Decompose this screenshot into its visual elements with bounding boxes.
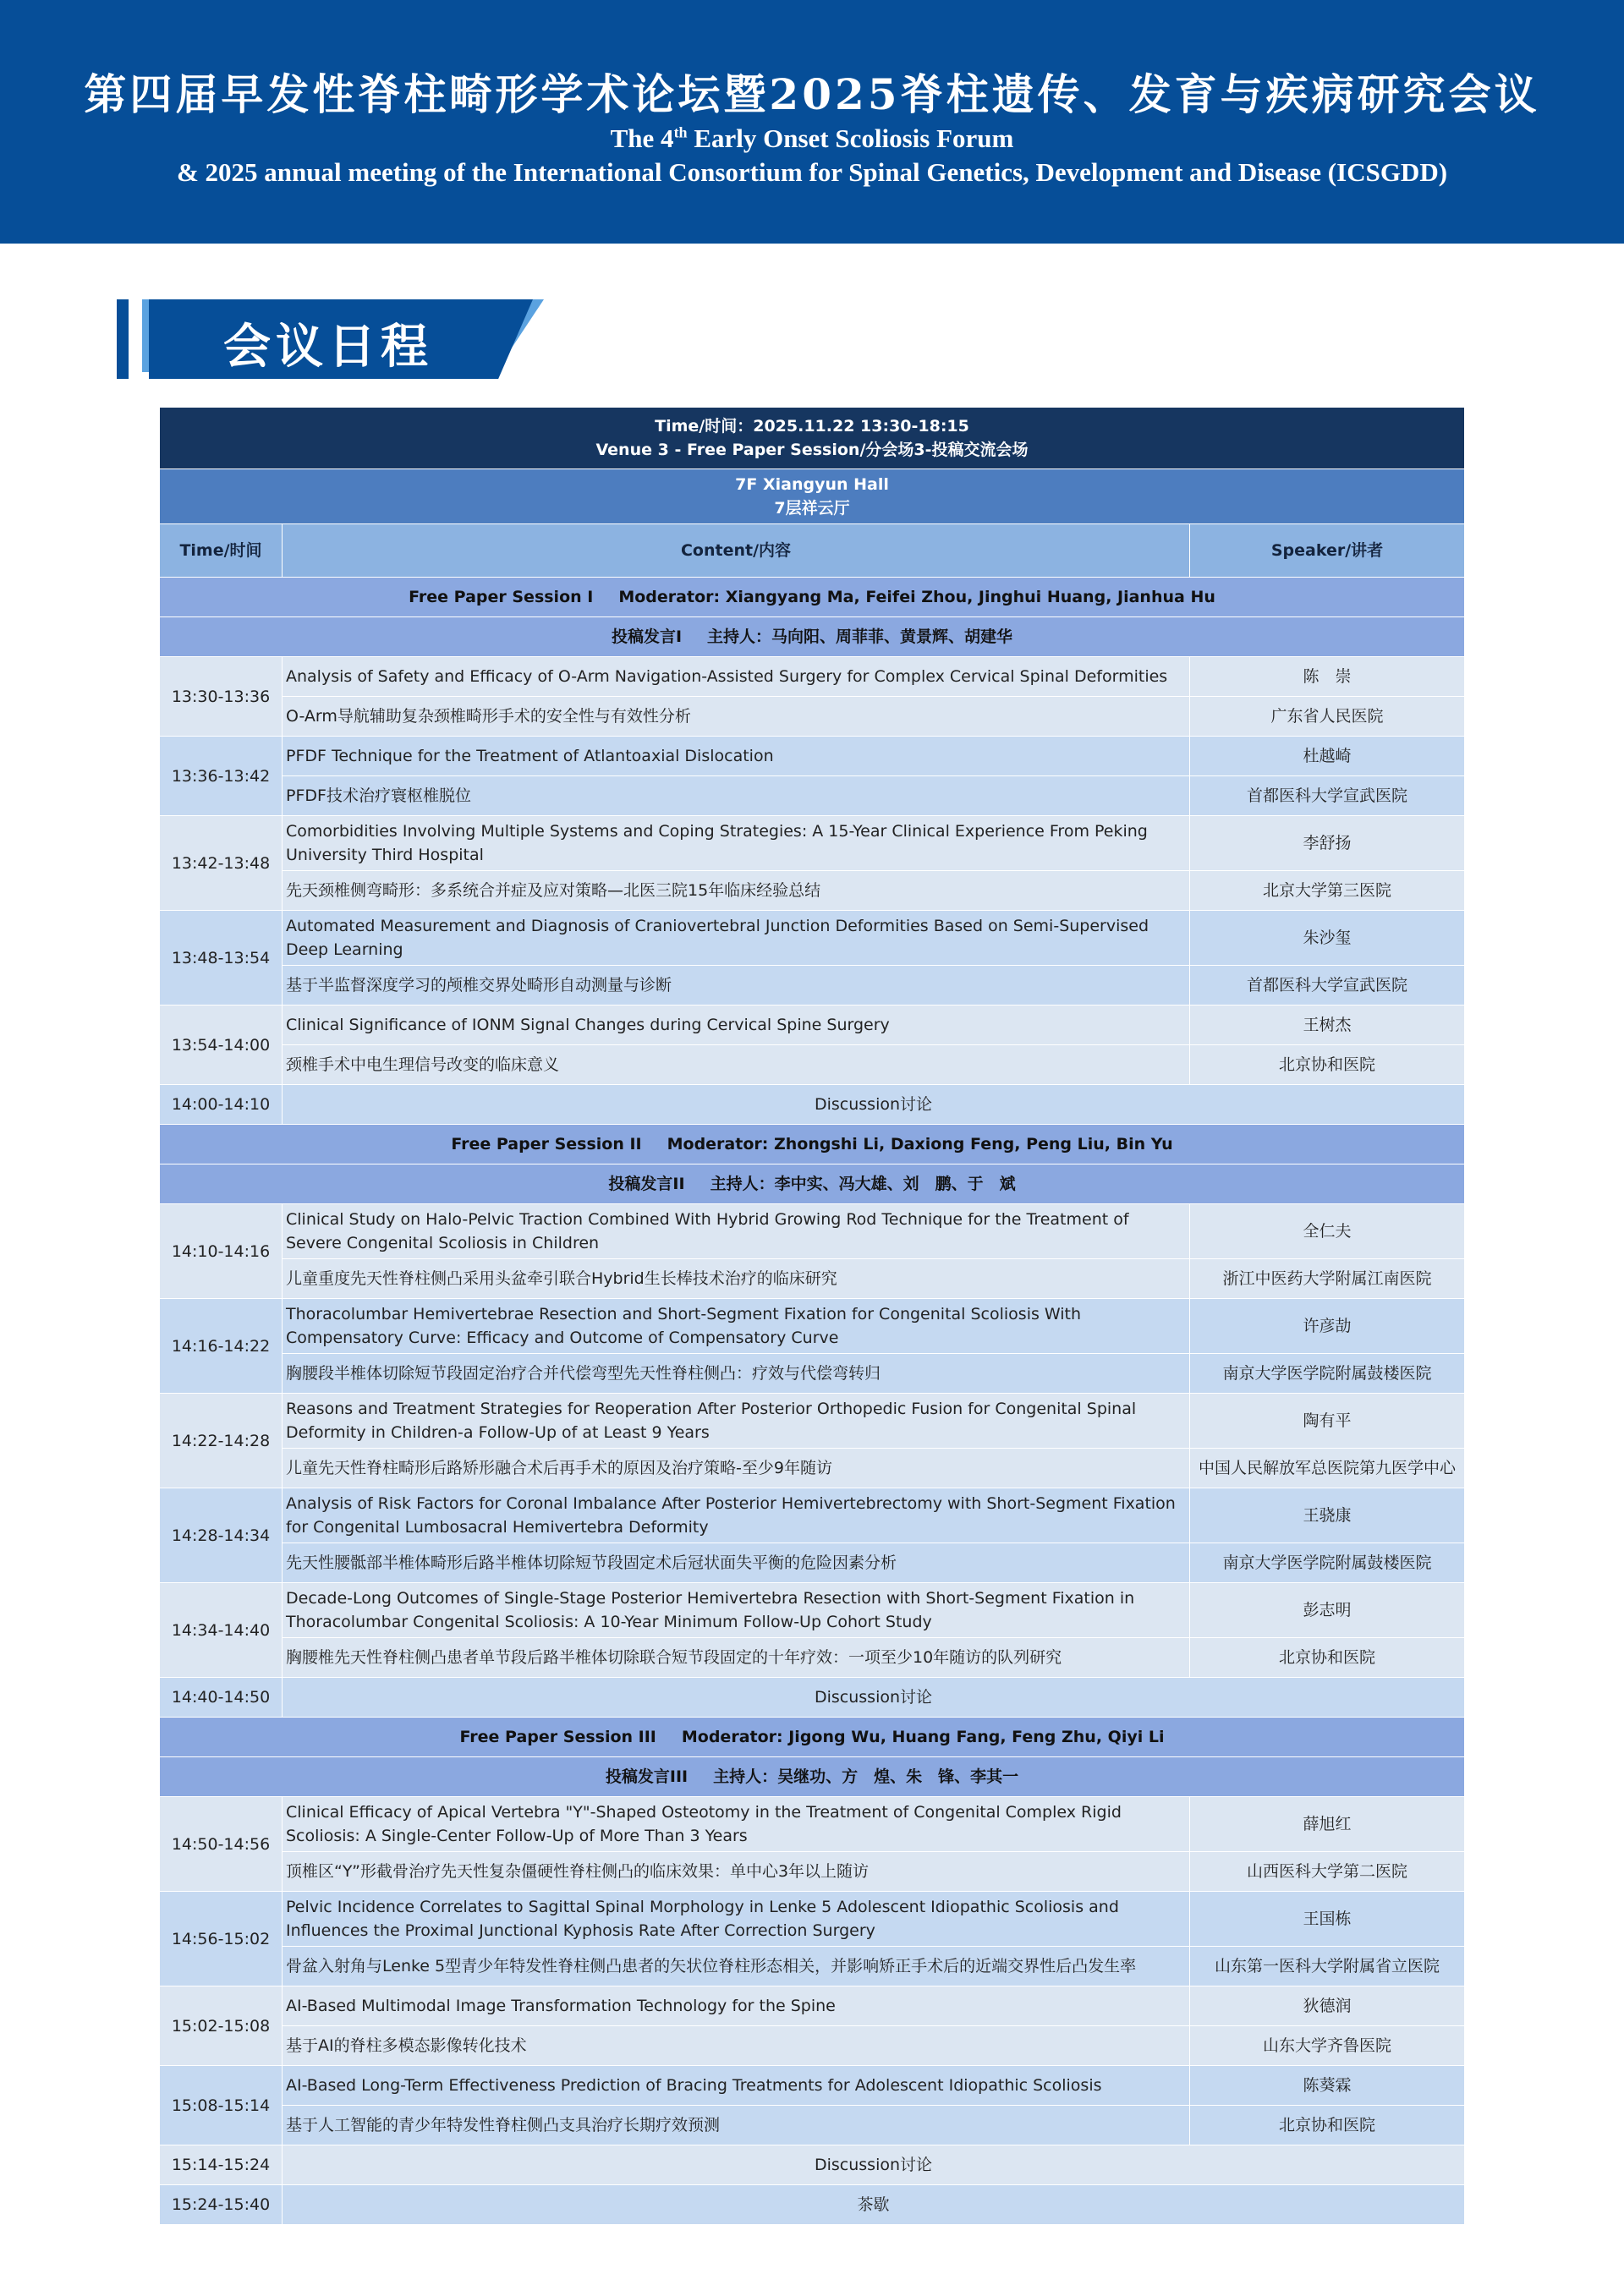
talk-title-en: PFDF Technique for the Treatment of Atlantoaxial Dislocation <box>283 737 1190 776</box>
talk-title-cn: 儿童重度先天性脊柱侧凸采用头盆牵引联合Hybrid生长棒技术治疗的临床研究 <box>283 1259 1190 1299</box>
session-header-cn <box>160 1164 1465 1204</box>
table-row <box>160 871 1465 911</box>
table-row <box>160 1045 1465 1085</box>
title-english-line2: & 2025 annual meeting of the International Consortium for Spinal Genetics, Development and Disease (ICSGDD) <box>176 157 1448 187</box>
session-header-cn-cell <box>160 617 1465 657</box>
discussion-row <box>160 2145 1465 2185</box>
discussion-time: 15:14-15:24 <box>160 2145 283 2185</box>
table-row <box>160 1892 1465 1947</box>
table-row <box>160 776 1465 816</box>
talk-hospital: 浙江中医药大学附属江南医院 <box>1190 1259 1465 1299</box>
title-english-line1: The 4th Early Onset Scoliosis Forum <box>610 123 1014 153</box>
talk-time: 13:48-13:54 <box>160 911 283 1006</box>
talk-time: 14:10-14:16 <box>160 1204 283 1299</box>
talk-speaker: 王国栋 <box>1190 1892 1465 1947</box>
table-time: Time/时间：2025.11.22 13:30-18:15 <box>655 417 969 436</box>
table-row <box>160 1449 1465 1488</box>
talk-title-en: AI-Based Long-Term Effectiveness Prediction of Bracing Treatments for Adolescent Idiopathic Scoliosis <box>283 2066 1190 2106</box>
session-header-cn <box>160 617 1465 657</box>
time-venue-cell <box>160 408 1465 469</box>
talk-hospital: 首都医科大学宣武医院 <box>1190 776 1465 816</box>
session-header-en-cell <box>160 578 1465 617</box>
table-row <box>160 1259 1465 1299</box>
talk-time: 13:54-14:00 <box>160 1006 283 1085</box>
discussion-time: 14:00-14:10 <box>160 1085 283 1125</box>
table-row <box>160 1986 1465 2026</box>
talk-speaker: 朱沙玺 <box>1190 911 1465 966</box>
session-moderator-en: Moderator: Xiangyang Ma, Feifei Zhou, Jinghui Huang, Jianhua Hu <box>618 588 1215 606</box>
table-row <box>160 1797 1465 1852</box>
session-header-en <box>160 1718 1465 1757</box>
session-title-cn: 投稿发言II <box>608 1175 685 1193</box>
table-row <box>160 1299 1465 1354</box>
talk-speaker: 许彦劼 <box>1190 1299 1465 1354</box>
banner-stripe <box>117 299 129 379</box>
talk-time: 14:34-14:40 <box>160 1583 283 1678</box>
table-row <box>160 1543 1465 1583</box>
talk-title-cn: O-Arm导航辅助复杂颈椎畸形手术的安全性与有效性分析 <box>283 697 1190 737</box>
talk-title-cn: 颈椎手术中电生理信号改变的临床意义 <box>283 1045 1190 1085</box>
talk-title-en: Analysis of Risk Factors for Coronal Imbalance After Posterior Hemivertebrectomy with Short-Segment Fixation for Congenital Lumbosacral Hemivertebra Deformity <box>283 1488 1190 1543</box>
discussion-label: Discussion讨论 <box>283 1085 1465 1125</box>
talk-time: 13:30-13:36 <box>160 657 283 737</box>
section-title-banner <box>117 299 544 379</box>
talk-title-en: Comorbidities Involving Multiple Systems and Coping Strategies: A 15-Year Clinical Experience From Peking University Third Hospital <box>283 816 1190 871</box>
talk-time: 14:56-15:02 <box>160 1892 283 1986</box>
talk-hospital: 北京协和医院 <box>1190 1045 1465 1085</box>
table-row <box>160 2066 1465 2106</box>
section-title: 会议日程 <box>223 320 433 375</box>
talk-title-en: Pelvic Incidence Correlates to Sagittal Spinal Morphology in Lenke 5 Adolescent Idiopathic Scoliosis and Influences the Proximal Junctional Kyphosis Rate After Correction Surgery <box>283 1892 1190 1947</box>
table-row <box>160 911 1465 966</box>
talk-title-cn: 基于半监督深度学习的颅椎交界处畸形自动测量与诊断 <box>283 966 1190 1006</box>
talk-speaker: 王树杰 <box>1190 1006 1465 1045</box>
discussion-row <box>160 1085 1465 1125</box>
hall-cell <box>160 469 1465 524</box>
table-row <box>160 1394 1465 1449</box>
session-header-cn-cell <box>160 1164 1465 1204</box>
table-venue: Venue 3 - Free Paper Session/分会场3-投稿交流会场 <box>595 441 1029 459</box>
session-moderator-cn: 主持人：马向阳、周菲菲、黄景辉、胡建华 <box>707 627 1013 646</box>
session-header-en-cell <box>160 1718 1465 1757</box>
table-row <box>160 816 1465 871</box>
talk-title-en: Analysis of Safety and Efficacy of O-Arm Navigation-Assisted Surgery for Complex Cervical Spinal Deformities <box>283 657 1190 697</box>
talk-time: 14:28-14:34 <box>160 1488 283 1583</box>
talk-title-cn: 胸腰椎先天性脊柱侧凸患者单节段后路半椎体切除联合短节段固定的十年疗效：一项至少10年随访的队列研究 <box>283 1638 1190 1678</box>
talk-title-cn: 胸腰段半椎体切除短节段固定治疗合并代偿弯型先天性脊柱侧凸：疗效与代偿弯转归 <box>283 1354 1190 1394</box>
session-header-en-cell <box>160 1125 1465 1164</box>
discussion-time: 14:40-14:50 <box>160 1678 283 1718</box>
column-header-content: Content/内容 <box>283 524 1190 578</box>
talk-time: 13:36-13:42 <box>160 737 283 816</box>
table-time-venue-row <box>160 408 1465 469</box>
talk-speaker: 狄德润 <box>1190 1986 1465 2026</box>
title-chinese: 第四届早发性脊柱畸形学术论坛暨2025脊柱遗传、发育与疾病研究会议 <box>84 69 1540 119</box>
talk-hospital: 山东第一医科大学附属省立医院 <box>1190 1947 1465 1986</box>
table-row <box>160 737 1465 776</box>
session-title-cn: 投稿发言III <box>605 1767 689 1786</box>
talk-title-cn: 先天颈椎侧弯畸形：多系统合并症及应对策略—北医三院15年临床经验总结 <box>283 871 1190 911</box>
talk-speaker: 薛旭红 <box>1190 1797 1465 1852</box>
table-header-row <box>160 524 1465 578</box>
session-title-cn: 投稿发言I <box>611 627 683 646</box>
discussion-row <box>160 1678 1465 1718</box>
talk-title-en: Clinical Study on Halo-Pelvic Traction Combined With Hybrid Growing Rod Technique for the Treatment of Severe Congenital Scoliosis in Children <box>283 1204 1190 1259</box>
tea-break-row <box>160 2185 1465 2225</box>
session-header-en <box>160 578 1465 617</box>
table-row <box>160 1583 1465 1638</box>
tea-break-time: 15:24-15:40 <box>160 2185 283 2225</box>
talk-speaker: 全仁夫 <box>1190 1204 1465 1259</box>
session-title-en: Free Paper Session II <box>451 1135 642 1153</box>
table-row <box>160 697 1465 737</box>
session-moderator-en: Moderator: Jigong Wu, Huang Fang, Feng Zhu, Qiyi Li <box>681 1728 1165 1746</box>
table-row <box>160 1354 1465 1394</box>
table-row <box>160 1638 1465 1678</box>
table-row <box>160 2106 1465 2145</box>
table-row <box>160 1852 1465 1892</box>
hall-chinese: 7层祥云厅 <box>774 499 850 518</box>
talk-speaker: 王骁康 <box>1190 1488 1465 1543</box>
talk-time: 14:50-14:56 <box>160 1797 283 1892</box>
table-row <box>160 1006 1465 1045</box>
talk-time: 14:16-14:22 <box>160 1299 283 1394</box>
session-header-en <box>160 1125 1465 1164</box>
table-row <box>160 966 1465 1006</box>
talk-title-en: Clinical Efficacy of Apical Vertebra "Y"-Shaped Osteotomy in the Treatment of Congenital Complex Rigid Scoliosis: A Single-Center Follow-Up of More Than 3 Years <box>283 1797 1190 1852</box>
talk-title-cn: 顶椎区“Y”形截骨治疗先天性复杂僵硬性脊柱侧凸的临床效果：单中心3年以上随访 <box>283 1852 1190 1892</box>
session-title-en: Free Paper Session III <box>459 1728 656 1746</box>
schedule-body <box>160 408 1465 2225</box>
talk-hospital: 中国人民解放军总医院第九医学中心 <box>1190 1449 1465 1488</box>
column-header-time: Time/时间 <box>160 524 283 578</box>
talk-hospital: 广东省人民医院 <box>1190 697 1465 737</box>
session-moderator-en: Moderator: Zhongshi Li, Daxiong Feng, Peng Liu, Bin Yu <box>667 1135 1173 1153</box>
talk-speaker: 陈葵霖 <box>1190 2066 1465 2106</box>
talk-title-cn: 基于AI的脊柱多模态影像转化技术 <box>283 2026 1190 2066</box>
schedule-table <box>159 407 1465 2225</box>
table-row <box>160 1488 1465 1543</box>
talk-speaker: 李舒扬 <box>1190 816 1465 871</box>
talk-hospital: 南京大学医学院附属鼓楼医院 <box>1190 1354 1465 1394</box>
talk-title-en: Clinical Significance of IONM Signal Changes during Cervical Spine Surgery <box>283 1006 1190 1045</box>
talk-title-cn: PFDF技术治疗寰枢椎脱位 <box>283 776 1190 816</box>
talk-title-cn: 儿童先天性脊柱畸形后路矫形融合术后再手术的原因及治疗策略-至少9年随访 <box>283 1449 1190 1488</box>
page-header <box>0 0 1624 244</box>
talk-time: 15:02-15:08 <box>160 1986 283 2066</box>
talk-title-en: Reasons and Treatment Strategies for Reoperation After Posterior Orthopedic Fusion for Congenital Spinal Deformity in Children-a Follow-Up of at Least 9 Years <box>283 1394 1190 1449</box>
talk-title-en: AI-Based Multimodal Image Transformation Technology for the Spine <box>283 1986 1190 2026</box>
session-moderator-cn: 主持人：李中实、冯大雄、刘 鹏、于 斌 <box>710 1175 1016 1193</box>
talk-hospital: 北京协和医院 <box>1190 2106 1465 2145</box>
table-row <box>160 1947 1465 1986</box>
session-moderator-cn: 主持人：吴继功、方 煌、朱 锋、李其一 <box>713 1767 1019 1786</box>
talk-speaker: 陈 崇 <box>1190 657 1465 697</box>
session-header-cn <box>160 1757 1465 1797</box>
column-header-speaker: Speaker/讲者 <box>1190 524 1465 578</box>
talk-time: 14:22-14:28 <box>160 1394 283 1488</box>
tea-break-label: 茶歇 <box>283 2185 1465 2225</box>
talk-title-en: Thoracolumbar Hemivertebrae Resection and Short-Segment Fixation for Congenital Scoliosis With Compensatory Curve: Efficacy and Outcome of Compensatory Curve <box>283 1299 1190 1354</box>
discussion-label: Discussion讨论 <box>283 1678 1465 1718</box>
talk-title-cn: 骨盆入射角与Lenke 5型青少年特发性脊柱侧凸患者的矢状位脊柱形态相关，并影响矫正手术后的近端交界性后凸发生率 <box>283 1947 1190 1986</box>
table-row <box>160 657 1465 697</box>
talk-hospital: 北京协和医院 <box>1190 1638 1465 1678</box>
talk-title-en: Automated Measurement and Diagnosis of Craniovertebral Junction Deformities Based on Semi-Supervised Deep Learning <box>283 911 1190 966</box>
session-header-cn-cell <box>160 1757 1465 1797</box>
talk-hospital: 山东大学齐鲁医院 <box>1190 2026 1465 2066</box>
talk-hospital: 首都医科大学宣武医院 <box>1190 966 1465 1006</box>
talk-speaker: 彭志明 <box>1190 1583 1465 1638</box>
talk-speaker: 杜越崎 <box>1190 737 1465 776</box>
session-title-en: Free Paper Session I <box>409 588 594 606</box>
discussion-label: Discussion讨论 <box>283 2145 1465 2185</box>
table-row <box>160 2026 1465 2066</box>
talk-hospital: 山西医科大学第二医院 <box>1190 1852 1465 1892</box>
talk-hospital: 南京大学医学院附属鼓楼医院 <box>1190 1543 1465 1583</box>
table-hall-row <box>160 469 1465 524</box>
talk-title-cn: 先天性腰骶部半椎体畸形后路半椎体切除短节段固定术后冠状面失平衡的危险因素分析 <box>283 1543 1190 1583</box>
talk-time: 15:08-15:14 <box>160 2066 283 2145</box>
table-row <box>160 1204 1465 1259</box>
talk-title-en: Decade-Long Outcomes of Single-Stage Posterior Hemivertebra Resection with Short-Segment Fixation in Thoracolumbar Congenital Scoliosis: A 10-Year Minimum Follow-Up Cohort Study <box>283 1583 1190 1638</box>
talk-hospital: 北京大学第三医院 <box>1190 871 1465 911</box>
hall-english: 7F Xiangyun Hall <box>735 475 889 494</box>
talk-title-cn: 基于人工智能的青少年特发性脊柱侧凸支具治疗长期疗效预测 <box>283 2106 1190 2145</box>
talk-speaker: 陶有平 <box>1190 1394 1465 1449</box>
talk-time: 13:42-13:48 <box>160 816 283 911</box>
